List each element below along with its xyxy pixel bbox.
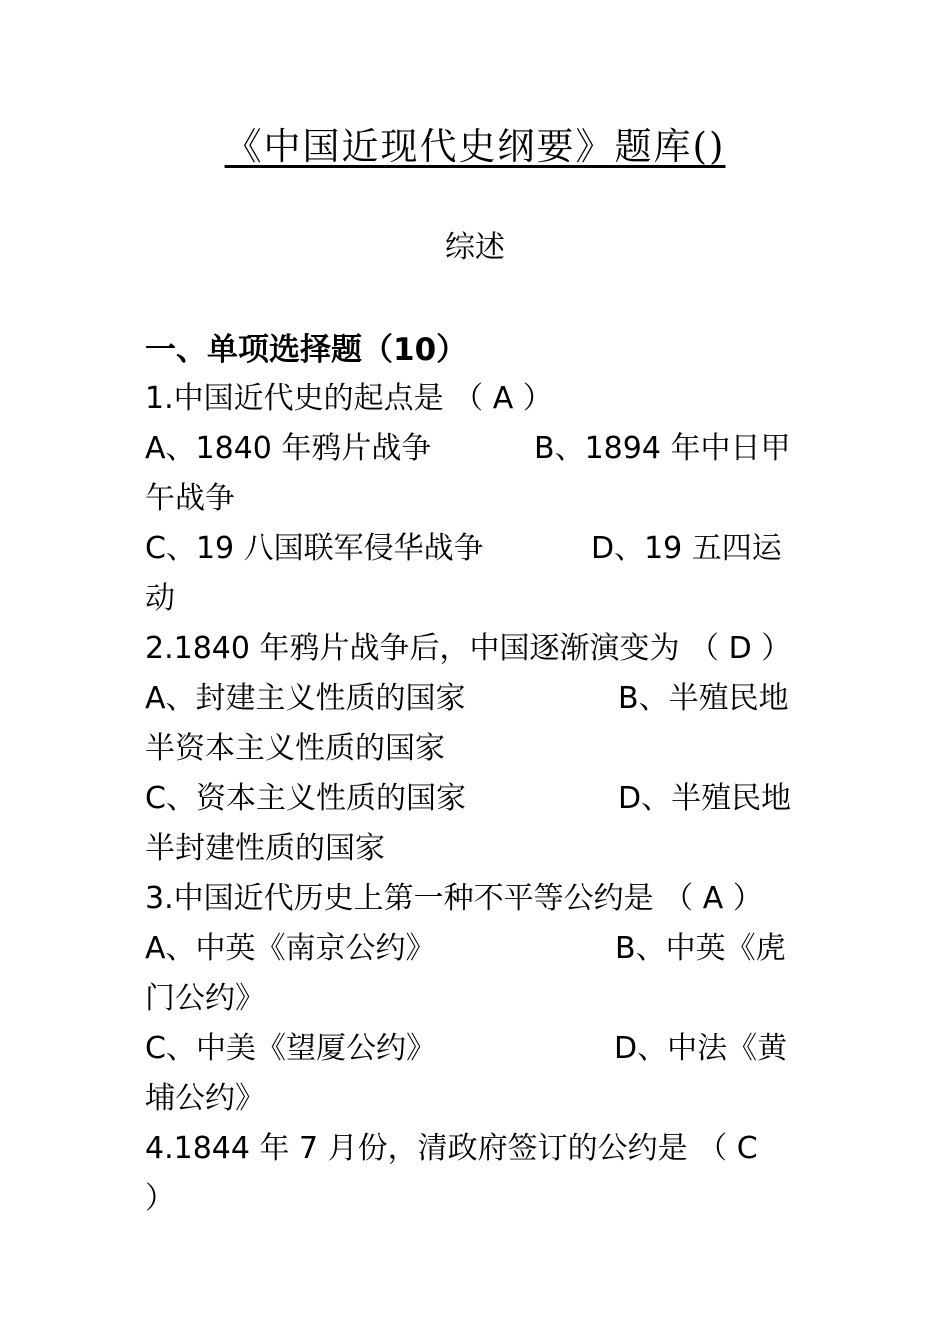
option-d-continued: 埔公约》 bbox=[145, 1081, 265, 1116]
option-row bbox=[145, 674, 805, 724]
option-a: A、1840 年鸦片战争 bbox=[145, 431, 432, 466]
option-b: B、1894 年中日甲 bbox=[534, 431, 791, 466]
question-stem: 1.中国近代史的起点是 （ A ） bbox=[145, 381, 553, 416]
option-b-continued: 午战争 bbox=[145, 481, 235, 516]
option-d: D、19 五四运 bbox=[591, 531, 782, 566]
question-stem: 2.1840 年鸦片战争后，中国逐渐演变为 （ D ） bbox=[145, 631, 792, 666]
option-c: C、资本主义性质的国家 bbox=[145, 781, 466, 816]
option-row bbox=[145, 1024, 805, 1074]
option-b-continued: 半资本主义性质的国家 bbox=[145, 731, 445, 766]
option-c: C、19 八国联军侵华战争 bbox=[145, 531, 484, 566]
option-b: B、中英《虎 bbox=[615, 931, 786, 966]
question-stem-continued: ） bbox=[145, 1181, 175, 1216]
document-subtitle: 综述 bbox=[445, 230, 505, 265]
question-stem: 3.中国近代历史上第一种不平等公约是 （ A ） bbox=[145, 881, 763, 916]
section-title: 一、单项选择题（10） bbox=[145, 332, 468, 368]
option-d-continued: 半封建性质的国家 bbox=[145, 831, 385, 866]
option-d: D、半殖民地 bbox=[618, 781, 792, 816]
option-row bbox=[145, 774, 805, 824]
option-row bbox=[145, 424, 805, 474]
option-row bbox=[145, 524, 805, 574]
question-stem: 4.1844 年 7 月份，清政府签订的公约是 （ C bbox=[145, 1131, 758, 1166]
option-d-continued: 动 bbox=[145, 581, 175, 616]
option-a: A、中英《南京公约》 bbox=[145, 931, 436, 966]
option-b: B、半殖民地 bbox=[618, 681, 789, 716]
question-list bbox=[145, 374, 805, 1224]
option-c: C、中美《望厦公约》 bbox=[145, 1031, 436, 1066]
option-d: D、中法《黄 bbox=[614, 1031, 788, 1066]
option-a: A、封建主义性质的国家 bbox=[145, 681, 466, 716]
document-title: 《中国近现代史纲要》题库() bbox=[224, 125, 726, 168]
option-row bbox=[145, 924, 805, 974]
option-b-continued: 门公约》 bbox=[145, 981, 265, 1016]
